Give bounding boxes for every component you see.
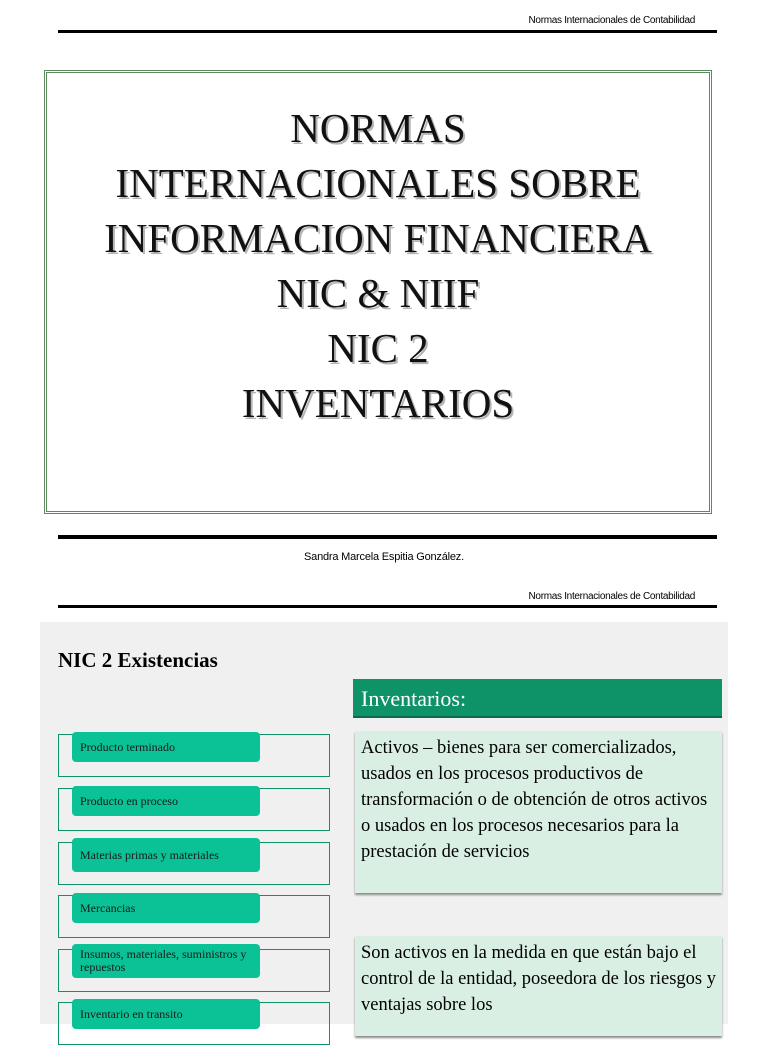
inventory-header: Inventarios: [353,679,722,718]
page-header-1: Normas Internacionales de Contabilidad [528,15,695,26]
footer-rule [58,535,717,539]
header-rule-1 [58,30,717,33]
category-item: Materias primas y materiales [72,838,260,872]
slide-title: NIC 2 Existencias [58,648,218,672]
definition-box: Activos – bienes para ser comercializados, usados en los procesos productivos de transformación o de obtención de otros activos o usados en los procesos necesarios para la prestación de servicios [355,731,722,893]
title-line-2: INTERNACIONALES SOBRE [115,160,641,206]
category-item: Mercancias [72,893,260,923]
author: Sandra Marcela Espitia González. [304,551,464,563]
title-line-1: NORMAS [290,105,466,151]
title-line-3: INFORMACION FINANCIERA [104,215,652,261]
title-line-5: NIC 2 [327,325,429,371]
title-line-4: NIC & NIIF [276,270,480,316]
category-item: Inventario en transito [72,999,260,1029]
page-header-2: Normas Internacionales de Contabilidad [528,591,695,602]
category-item: Producto en proceso [72,786,260,816]
title-box [44,70,712,514]
category-item: Producto terminado [72,732,260,762]
header-rule-2 [58,605,717,608]
control-box: Son activos en la medida en que están bajo el control de la entidad, poseedora de los riesgos y ventajas sobre los [355,936,722,1036]
title-line-6: INVENTARIOS [241,380,515,426]
category-item: Insumos, materiales, suministros y repuestos [72,944,260,978]
